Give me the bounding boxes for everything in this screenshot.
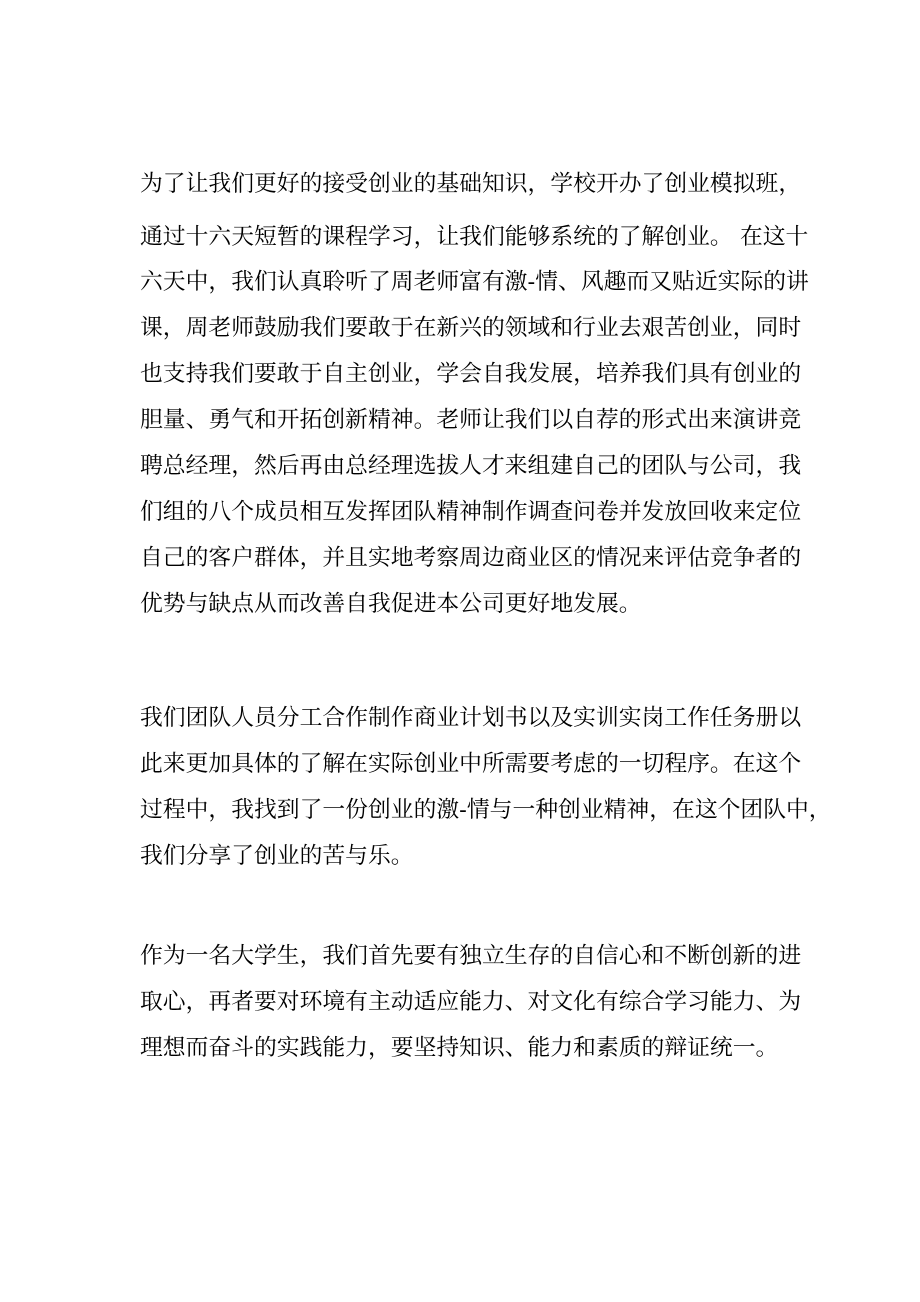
text-line: 过程中，我找到了一份创业的激-情与一种创业精神，在这个团队中， xyxy=(140,797,832,823)
text-line: 课，周老师鼓励我们要敢于在新兴的领域和行业去艰苦创业，同时 xyxy=(140,315,802,341)
text-line: 自己的客户群体，并且实地考察周边商业区的情况来评估竞争者的 xyxy=(140,545,802,571)
text-line: 们组的八个成员相互发挥团队精神制作调查问卷并发放回收来定位 xyxy=(140,499,802,525)
text-line: 聘总经理，然后再由总经理选拔人才来组建自己的团队与公司，我 xyxy=(140,453,802,479)
text-line: 我们团队人员分工合作制作商业计划书以及实训实岗工作任务册以 xyxy=(140,705,802,731)
text-line: 为了让我们更好的接受创业的基础知识，学校开办了创业模拟班， xyxy=(140,171,802,197)
text-line: 胆量、勇气和开拓创新精神。老师让我们以自荐的形式出来演讲竞 xyxy=(140,407,802,433)
text-line: 我们分享了创业的苦与乐。 xyxy=(140,843,414,869)
text-line: 理想而奋斗的实践能力，要坚持知识、能力和素质的辩证统一。 xyxy=(140,1035,779,1061)
text-line: 六天中，我们认真聆听了周老师富有激-情、风趣而又贴近实际的讲 xyxy=(140,269,809,295)
text-line: 优势与缺点从而改善自我促进本公司更好地发展。 xyxy=(140,591,642,617)
text-line: 作为一名大学生，我们首先要有独立生存的自信心和不断创新的进 xyxy=(140,943,802,969)
text-line: 也支持我们要敢于自主创业，学会自我发展，培养我们具有创业的 xyxy=(140,361,802,387)
text-line: 取心，再者要对环境有主动适应能力、对文化有综合学习能力、为 xyxy=(140,989,802,1015)
text-line: 通过十六天短暂的课程学习，让我们能够系统的了解创业。 在这十 xyxy=(140,224,809,250)
text-line: 此来更加具体的了解在实际创业中所需要考虑的一切程序。在这个 xyxy=(140,751,802,777)
